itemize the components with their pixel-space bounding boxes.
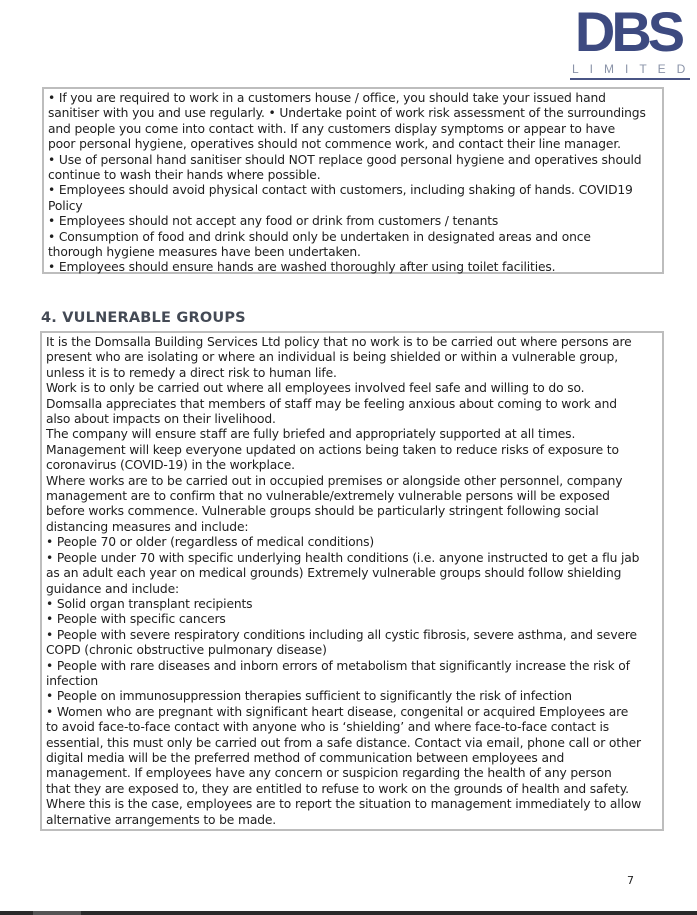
text-line: Domsalla appreciates that members of staff may be feeling anxious about coming to work and [46, 396, 617, 411]
text-line: Work is to only be carried out where all employees involved feel safe and willing to do so. [46, 381, 585, 396]
vulnerable-groups-box [40, 331, 664, 831]
text-line: before works commence. Vulnerable groups should be particularly stringent following social [46, 504, 599, 519]
text-line: • People 70 or older (regardless of medical conditions) [46, 535, 375, 550]
text-line: • Employees should avoid physical contact with customers, including shaking of hands. COVID19 [48, 183, 633, 198]
text-line: also about impacts on their livelihood. [46, 412, 276, 427]
text-line: infection [46, 673, 99, 688]
text-line: • People on immunosuppression therapies sufficient to significantly the risk of infection [46, 689, 572, 704]
text-line: alternative arrangements to be made. [46, 812, 277, 827]
logo-wordmark: DBS [574, 0, 682, 63]
text-line: continue to wash their hands where possible. [48, 168, 321, 183]
text-line: • Women who are pregnant with significant heart disease, congenital or acquired Employees are [46, 704, 629, 719]
text-line: • Employees should not accept any food or drink from customers / tenants [48, 214, 499, 229]
text-line: sanitiser with you and use regularly. • Undertake point of work risk assessment of the surroundings [48, 106, 646, 121]
text-line: • People with specific cancers [46, 612, 226, 627]
text-line: management. If employees have any concern or suspicion regarding the health of any person [46, 766, 612, 781]
text-line: • Solid organ transplant recipients [46, 596, 253, 611]
text-line: Where works are to be carried out in occupied premises or alongside other personnel, company [46, 473, 623, 488]
text-line: Management will keep everyone updated on actions being taken to reduce risks of exposure to [46, 442, 619, 457]
page-number: 7 [627, 874, 634, 887]
text-line: It is the Domsalla Building Services Ltd policy that no work is to be carried out where persons are [46, 335, 632, 349]
text-line: guidance and include: [46, 581, 179, 596]
logo-underline [570, 78, 690, 80]
text-line: and people you come into contact with. If any customers display symptoms or appear to have [48, 121, 616, 136]
text-line: • People with severe respiratory conditions including all cystic fibrosis, severe asthma, and severe [46, 627, 637, 642]
text-line: • If you are required to work in a customers house / office, you should take your issued hand [48, 91, 606, 105]
hygiene-guidance-box [42, 87, 664, 274]
text-line: unless it is to remedy a direct risk to human life. [46, 365, 337, 380]
company-logo [566, 0, 697, 80]
text-line: poor personal hygiene, operatives should not commence work, and contact their line manager. [48, 137, 621, 152]
text-line: coronavirus (COVID-19) in the workplace. [46, 458, 295, 473]
text-line: that they are exposed to, they are entitled to refuse to work on the grounds of health and safety. [46, 781, 629, 796]
viewer-bottom-bar [0, 911, 697, 915]
section-heading-vulnerable-groups: 4. VULNERABLE GROUPS [41, 310, 246, 326]
text-line: thorough hygiene measures have been undertaken. [48, 245, 361, 260]
text-line: essential, this must only be carried out from a safe distance. Contact via email, phone call or other [46, 735, 641, 750]
text-line: COPD (chronic obstructive pulmonary disease) [46, 643, 327, 658]
text-line: • Consumption of food and drink should only be undertaken in designated areas and once [48, 229, 591, 244]
text-line: distancing measures and include: [46, 519, 249, 534]
text-line: The company will ensure staff are fully briefed and appropriately supported at all times. [46, 427, 576, 442]
text-line: • Employees should ensure hands are washed thoroughly after using toilet facilities. [48, 260, 556, 275]
text-line: present who are isolating or where an individual is being shielded or within a vulnerable group, [46, 350, 618, 365]
text-line: • People with rare diseases and inborn errors of metabolism that significantly increase the risk of [46, 658, 630, 673]
text-line: digital media will be the preferred method of communication between employees and [46, 750, 565, 765]
text-line: Policy [48, 198, 83, 213]
text-line: to avoid face-to-face contact with anyone who is ‘shielding’ and where face-to-face contact is [46, 720, 610, 735]
text-line: management are to confirm that no vulnerable/extremely vulnerable persons will be exposed [46, 489, 610, 504]
text-line: Where this is the case, employees are to report the situation to management immediately to allow [46, 797, 642, 812]
viewer-scroll-indicator[interactable] [33, 911, 81, 915]
text-line: as an adult each year on medical grounds) Extremely vulnerable groups should follow shielding [46, 566, 622, 581]
logo-subtitle: LIMITED [572, 62, 697, 76]
text-line: • Use of personal hand sanitiser should NOT replace good personal hygiene and operatives should [48, 152, 642, 167]
text-line: • People under 70 with specific underlying health conditions (i.e. anyone instructed to get a flu jab [46, 550, 640, 565]
